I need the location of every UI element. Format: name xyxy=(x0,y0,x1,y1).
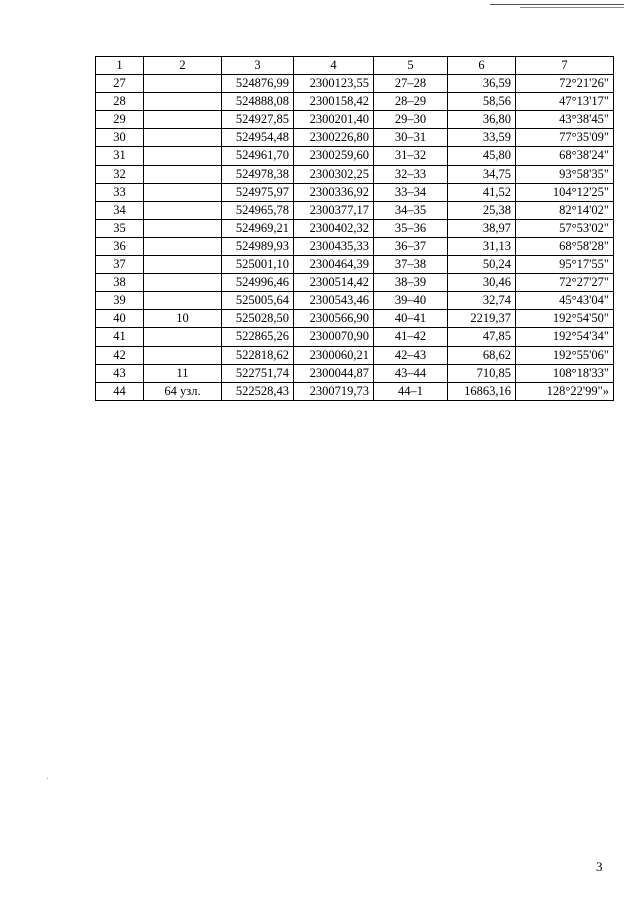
y-coordinate-cell: 2300402,32 xyxy=(294,219,374,237)
angle-cell: 72°27'27" xyxy=(516,274,614,292)
node-cell xyxy=(144,165,222,183)
table-row xyxy=(96,364,614,382)
segment-cell: 37–38 xyxy=(374,256,448,274)
point-number-cell: 38 xyxy=(96,274,144,292)
angle-cell: 104°12'25" xyxy=(516,183,614,201)
length-cell: 68,62 xyxy=(448,346,516,364)
point-number-cell: 43 xyxy=(96,364,144,382)
x-coordinate-cell: 522751,74 xyxy=(222,364,294,382)
table-row xyxy=(96,382,614,400)
table-body xyxy=(96,57,614,401)
segment-cell: 39–40 xyxy=(374,292,448,310)
segment-cell: 34–35 xyxy=(374,201,448,219)
length-cell: 36,80 xyxy=(448,111,516,129)
length-cell: 16863,16 xyxy=(448,382,516,400)
length-cell: 710,85 xyxy=(448,364,516,382)
x-coordinate-cell: 522528,43 xyxy=(222,382,294,400)
coordinates-table xyxy=(95,56,614,401)
point-number-cell: 42 xyxy=(96,346,144,364)
angle-cell: 72°21'26" xyxy=(516,75,614,93)
length-cell: 30,46 xyxy=(448,274,516,292)
segment-cell: 33–34 xyxy=(374,183,448,201)
y-coordinate-cell: 2300336,92 xyxy=(294,183,374,201)
node-cell xyxy=(144,292,222,310)
point-number-cell: 34 xyxy=(96,201,144,219)
segment-cell: 31–32 xyxy=(374,147,448,165)
x-coordinate-cell: 522818,62 xyxy=(222,346,294,364)
x-coordinate-cell: 524965,78 xyxy=(222,201,294,219)
y-coordinate-cell: 2300259,60 xyxy=(294,147,374,165)
x-coordinate-cell: 524996,46 xyxy=(222,274,294,292)
angle-cell: 43°38'45" xyxy=(516,111,614,129)
length-cell: 50,24 xyxy=(448,256,516,274)
length-cell: 36,59 xyxy=(448,75,516,93)
node-cell: 10 xyxy=(144,310,222,328)
table-row xyxy=(96,237,614,255)
node-cell xyxy=(144,93,222,111)
length-cell: 34,75 xyxy=(448,165,516,183)
x-coordinate-cell: 524927,85 xyxy=(222,111,294,129)
point-number-cell: 27 xyxy=(96,75,144,93)
segment-cell: 36–37 xyxy=(374,237,448,255)
length-cell: 31,13 xyxy=(448,237,516,255)
angle-cell: 68°38'24" xyxy=(516,147,614,165)
margin-mark xyxy=(47,778,48,779)
segment-cell: 32–33 xyxy=(374,165,448,183)
angle-cell: 192°55'06" xyxy=(516,346,614,364)
y-coordinate-cell: 2300060,21 xyxy=(294,346,374,364)
table-row xyxy=(96,75,614,93)
x-coordinate-cell: 524961,70 xyxy=(222,147,294,165)
segment-cell: 42–43 xyxy=(374,346,448,364)
y-coordinate-cell: 2300543,46 xyxy=(294,292,374,310)
y-coordinate-cell: 2300044,87 xyxy=(294,364,374,382)
y-coordinate-cell: 2300070,90 xyxy=(294,328,374,346)
length-cell: 33,59 xyxy=(448,129,516,147)
point-number-cell: 40 xyxy=(96,310,144,328)
x-coordinate-cell: 525028,50 xyxy=(222,310,294,328)
header-cell: 3 xyxy=(222,57,294,75)
segment-cell: 43–44 xyxy=(374,364,448,382)
angle-cell: 192°54'50" xyxy=(516,310,614,328)
table-header-row xyxy=(96,57,614,75)
node-cell xyxy=(144,111,222,129)
table-row xyxy=(96,274,614,292)
node-cell: 64 узл. xyxy=(144,382,222,400)
node-cell xyxy=(144,274,222,292)
node-cell xyxy=(144,75,222,93)
angle-cell: 108°18'33" xyxy=(516,364,614,382)
table-row xyxy=(96,93,614,111)
header-cell: 7 xyxy=(516,57,614,75)
table-row xyxy=(96,256,614,274)
angle-cell: 47°13'17" xyxy=(516,93,614,111)
header-cell: 1 xyxy=(96,57,144,75)
x-coordinate-cell: 524989,93 xyxy=(222,237,294,255)
length-cell: 38,97 xyxy=(448,219,516,237)
x-coordinate-cell: 522865,26 xyxy=(222,328,294,346)
table-row xyxy=(96,111,614,129)
y-coordinate-cell: 2300377,17 xyxy=(294,201,374,219)
node-cell xyxy=(144,219,222,237)
point-number-cell: 39 xyxy=(96,292,144,310)
point-number-cell: 35 xyxy=(96,219,144,237)
length-cell: 41,52 xyxy=(448,183,516,201)
x-coordinate-cell: 524969,21 xyxy=(222,219,294,237)
table-row xyxy=(96,310,614,328)
y-coordinate-cell: 2300719,73 xyxy=(294,382,374,400)
length-cell: 25,38 xyxy=(448,201,516,219)
segment-cell: 28–29 xyxy=(374,93,448,111)
table-row xyxy=(96,219,614,237)
x-coordinate-cell: 524978,38 xyxy=(222,165,294,183)
node-cell: 11 xyxy=(144,364,222,382)
length-cell: 45,80 xyxy=(448,147,516,165)
angle-cell: 93°58'35" xyxy=(516,165,614,183)
segment-cell: 41–42 xyxy=(374,328,448,346)
node-cell xyxy=(144,147,222,165)
point-number-cell: 28 xyxy=(96,93,144,111)
segment-cell: 35–36 xyxy=(374,219,448,237)
point-number-cell: 33 xyxy=(96,183,144,201)
y-coordinate-cell: 2300435,33 xyxy=(294,237,374,255)
table-row xyxy=(96,165,614,183)
segment-cell: 44–1 xyxy=(374,382,448,400)
y-coordinate-cell: 2300201,40 xyxy=(294,111,374,129)
point-number-cell: 32 xyxy=(96,165,144,183)
page-number: 3 xyxy=(596,859,603,874)
y-coordinate-cell: 2300158,42 xyxy=(294,93,374,111)
segment-cell: 29–30 xyxy=(374,111,448,129)
table-row xyxy=(96,201,614,219)
point-number-cell: 36 xyxy=(96,237,144,255)
node-cell xyxy=(144,328,222,346)
point-number-cell: 41 xyxy=(96,328,144,346)
length-cell: 58,56 xyxy=(448,93,516,111)
segment-cell: 40–41 xyxy=(374,310,448,328)
x-coordinate-cell: 524876,99 xyxy=(222,75,294,93)
x-coordinate-cell: 524975,97 xyxy=(222,183,294,201)
angle-cell: 45°43'04" xyxy=(516,292,614,310)
angle-cell: 57°53'02" xyxy=(516,219,614,237)
table-row xyxy=(96,292,614,310)
table-row xyxy=(96,328,614,346)
header-cell: 4 xyxy=(294,57,374,75)
angle-cell: 82°14'02" xyxy=(516,201,614,219)
node-cell xyxy=(144,201,222,219)
top-rule-secondary xyxy=(520,7,624,8)
length-cell: 32,74 xyxy=(448,292,516,310)
header-cell: 6 xyxy=(448,57,516,75)
angle-cell: 95°17'55" xyxy=(516,256,614,274)
segment-cell: 30–31 xyxy=(374,129,448,147)
point-number-cell: 31 xyxy=(96,147,144,165)
point-number-cell: 37 xyxy=(96,256,144,274)
y-coordinate-cell: 2300464,39 xyxy=(294,256,374,274)
node-cell xyxy=(144,129,222,147)
header-cell: 5 xyxy=(374,57,448,75)
angle-cell: 77°35'09" xyxy=(516,129,614,147)
x-coordinate-cell: 524888,08 xyxy=(222,93,294,111)
y-coordinate-cell: 2300302,25 xyxy=(294,165,374,183)
angle-cell: 68°58'28" xyxy=(516,237,614,255)
length-cell: 2219,37 xyxy=(448,310,516,328)
point-number-cell: 29 xyxy=(96,111,144,129)
x-coordinate-cell: 525005,64 xyxy=(222,292,294,310)
y-coordinate-cell: 2300514,42 xyxy=(294,274,374,292)
x-coordinate-cell: 524954,48 xyxy=(222,129,294,147)
node-cell xyxy=(144,237,222,255)
header-cell: 2 xyxy=(144,57,222,75)
segment-cell: 27–28 xyxy=(374,75,448,93)
point-number-cell: 44 xyxy=(96,382,144,400)
y-coordinate-cell: 2300123,55 xyxy=(294,75,374,93)
y-coordinate-cell: 2300566,90 xyxy=(294,310,374,328)
node-cell xyxy=(144,346,222,364)
segment-cell: 38–39 xyxy=(374,274,448,292)
table-row xyxy=(96,183,614,201)
node-cell xyxy=(144,256,222,274)
angle-cell: 192°54'34" xyxy=(516,328,614,346)
length-cell: 47,85 xyxy=(448,328,516,346)
angle-cell: 128°22'99"» xyxy=(516,382,614,400)
y-coordinate-cell: 2300226,80 xyxy=(294,129,374,147)
table-row xyxy=(96,147,614,165)
point-number-cell: 30 xyxy=(96,129,144,147)
x-coordinate-cell: 525001,10 xyxy=(222,256,294,274)
node-cell xyxy=(144,183,222,201)
top-rule xyxy=(490,4,624,5)
table-row xyxy=(96,129,614,147)
table-row xyxy=(96,346,614,364)
